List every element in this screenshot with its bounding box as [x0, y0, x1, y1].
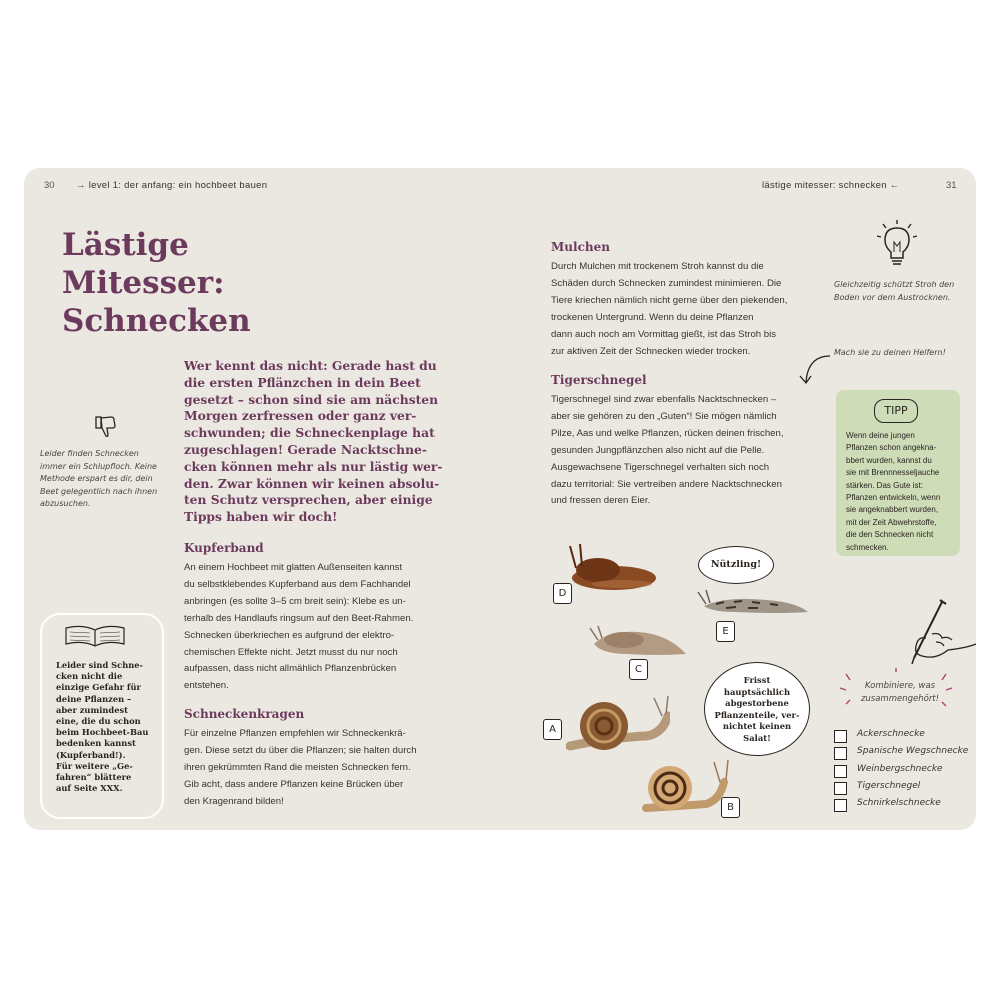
text-line: dazu territorial: Sie vertreiben andere Nacktschnecken: [551, 478, 782, 490]
text-line: gesunden Jungpflänzchen also nicht auf die Pelle.: [551, 444, 765, 456]
text-line: ihren gekrümmten Rand die meisten Schnecken fern.: [184, 761, 411, 773]
tip-label: TIPP: [874, 399, 918, 423]
lead-line: cken können mehr als nur lästig wer-: [184, 458, 443, 474]
slug-photo-d: [562, 540, 658, 594]
letter-label-e: E: [716, 621, 735, 642]
letter-label-c: C: [629, 659, 648, 680]
lead-line: schwunden; die Schneckenplage hat: [184, 425, 435, 441]
text-line: Gib acht, dass andere Pflanzen keine Brücken über: [184, 778, 404, 790]
lead-line: zugeschlagen! Gerade Nacktschne-: [184, 441, 427, 457]
bubble-line: Salat!: [743, 732, 771, 743]
quiz-checkbox[interactable]: [834, 747, 847, 760]
lead-line: den. Zwar können wir keinen absolu-: [184, 475, 440, 491]
text-line: terhalb des Handlaufs ringsum auf den Beet-Rahmen.: [184, 612, 414, 624]
heading-kupferband: Kupferband: [184, 541, 264, 555]
quiz-option-label: Spanische Wegschnecke: [857, 746, 969, 756]
side-note-right-mid: Mach sie zu deinen Helfern!: [834, 348, 946, 357]
heading-tigerschnegel: Tigerschnegel: [551, 373, 647, 387]
text-line: sie angeknabbert wurden,: [846, 505, 939, 515]
kupferband-text: [184, 560, 454, 695]
page-title: [62, 226, 322, 340]
note-line: Methode erspart es dir, dein: [40, 474, 153, 483]
lead-line: die ersten Pflänzchen in dein Beet: [184, 374, 421, 390]
side-note-right-top: [834, 279, 974, 304]
bubble-line: nichtet keinen: [722, 721, 792, 732]
text-line: Für einzelne Pflanzen empfehlen wir Schneckenkrä-: [184, 728, 406, 739]
quiz-option-label: Ackerschnecke: [857, 729, 925, 739]
bubble-line: abgestorbene: [725, 698, 789, 709]
text-line: aber sie gehören zu den „Guten“! Sie mögen nämlich: [551, 410, 777, 422]
text-line: deine Pflanzen –: [56, 693, 132, 704]
letter-label-d: D: [553, 583, 572, 604]
page-number-left: 30: [44, 180, 55, 191]
side-note-left: [40, 448, 170, 511]
text-line: sie mit Brennnesseljauche: [846, 468, 940, 478]
text-line: bbert wurden, kannst du: [846, 455, 932, 465]
text-line: du selbstklebendes Kupferband aus dem Fachhandel: [184, 578, 411, 590]
page-number-right: 31: [946, 180, 957, 191]
text-line: Leider sind Schne-: [56, 660, 143, 670]
note-line: Gleichzeitig schützt Stroh den: [834, 280, 955, 289]
speech-bubble-nuetzling: Nützling!: [698, 546, 774, 584]
quiz-option-label: Schnirkelschnecke: [857, 798, 941, 808]
tigerschnegel-text: [551, 392, 821, 510]
snail-photo-b: [640, 756, 732, 816]
lead-line: Tipps haben wir doch!: [184, 509, 338, 525]
lead-line: Morgen zerfressen oder ganz ver-: [184, 408, 417, 424]
text-line: An einem Hochbeet mit glatten Außenseiten kannst: [184, 562, 403, 573]
text-line: bedenken kannst: [56, 738, 136, 749]
lead-paragraph: [184, 358, 446, 526]
heading-schneckenkragen: Schneckenkragen: [184, 707, 305, 721]
title-line-2: Schnecken: [62, 303, 251, 339]
text-line: aufpassen, dass nicht allmählich Pflanzenbrücken: [184, 663, 397, 675]
tip-text: [846, 430, 952, 554]
text-line: eine, die du schon: [56, 716, 141, 727]
text-line: Für weitere „Ge-: [56, 760, 133, 771]
text-line: Ausgewachsene Tigerschnegel verhalten sich noch: [551, 461, 770, 473]
book-reference-text: [56, 660, 150, 794]
quiz-title: [855, 680, 945, 705]
lead-line: ten Schutz versprechen, aber einige: [184, 492, 433, 508]
title-line-1: Lästige Mitesser:: [62, 227, 225, 301]
text-line: mit der Zeit Abwehrstoffe,: [846, 517, 937, 527]
text-line: und fressen deren Eier.: [551, 495, 651, 507]
text-line: cken nicht die: [56, 671, 123, 682]
running-head-right: lästige mitesser: schnecken ←: [762, 180, 900, 191]
bubble-line: hauptsächlich: [723, 686, 791, 697]
text-line: beim Hochbeet-Bau: [56, 727, 149, 738]
text-line: Wenn deine jungen: [846, 431, 915, 440]
schneckenkragen-text: [184, 726, 454, 811]
note-line: immer ein Schlupfloch. Keine: [40, 461, 157, 471]
open-book-icon: [62, 624, 128, 648]
speech-bubble-frisst: [704, 662, 810, 756]
text-line: Durch Mulchen mit trockenem Stroh kannst du die: [551, 261, 764, 272]
text-line: (Kupferband!).: [56, 749, 126, 760]
snail-photo-a: [566, 696, 670, 754]
text-line: zur aktiven Zeit der Schnecken wieder trocken.: [551, 345, 751, 357]
curved-arrow-icon: [794, 352, 834, 388]
quiz-option-label: Tigerschnegel: [857, 781, 921, 791]
text-line: den Kragenrand bilden!: [184, 795, 284, 807]
text-line: fahren“ blättere: [56, 772, 132, 783]
text-line: auf Seite XXX.: [56, 783, 123, 794]
text-line: chemischen Effekte nicht. Jetzt musst du nur noch: [184, 646, 398, 658]
quiz-checkbox[interactable]: [834, 782, 847, 795]
text-line: gen. Diese setzt du über die Pflanzen; sie halten durch: [184, 744, 417, 756]
running-head-left: → level 1: der anfang: ein hochbeet bauen: [76, 180, 268, 191]
mulchen-text: [551, 259, 821, 360]
lead-line: Wer kennt das nicht: Gerade hast du: [184, 358, 437, 373]
text-line: Schnecken überkriechen es aufgrund der elektro-: [184, 629, 395, 641]
text-line: entstehen.: [184, 680, 229, 692]
text-line: aber zumindest: [56, 704, 129, 715]
hand-with-pen-icon: [896, 598, 978, 668]
text-line: Schäden durch Schnecken zumindest minimieren. Die: [551, 277, 782, 289]
slug-photo-c: [588, 622, 690, 662]
text-line: anbringen (es sollte 3–5 cm breit sein): Klebe es un-: [184, 595, 406, 607]
quiz-title-line: zusammengehört!: [860, 693, 940, 704]
text-line: die den Schnecken nicht: [846, 530, 934, 540]
note-line: Leider finden Schnecken: [40, 449, 139, 458]
text-line: Tigerschnegel sind zwar ebenfalls Nacktschnecken –: [551, 394, 777, 405]
heading-mulchen: Mulchen: [551, 240, 610, 254]
letter-label-a: A: [543, 719, 562, 740]
lead-line: gesetzt – schon sind sie am nächsten: [184, 391, 439, 407]
light-bulb-icon: [877, 220, 917, 270]
quiz-option-label: Weinbergschnecke: [857, 764, 943, 774]
quiz-checkbox[interactable]: [834, 765, 847, 778]
slug-photo-e: [696, 588, 810, 618]
text-line: Pflanzen schon angekna-: [846, 443, 937, 453]
text-line: dann auch noch am Vormittag gießt, ist das Stroh bis: [551, 328, 777, 340]
note-line: abzusuchen.: [40, 499, 91, 508]
text-line: schmecken.: [846, 542, 889, 552]
bubble-line: Frisst: [743, 675, 771, 685]
note-line: Beet gelegentlich nach ihnen: [40, 486, 158, 496]
quiz-checkbox[interactable]: [834, 730, 847, 743]
quiz-title-line: Kombiniere, was: [864, 681, 936, 691]
text-line: Pflanzen entwickeln, wenn: [846, 493, 941, 503]
quiz-checkbox[interactable]: [834, 799, 847, 812]
text-line: stärken. Das Gute ist:: [846, 480, 923, 490]
text-line: trockenen Untergrund. Wenn du deine Pflanzen: [551, 311, 754, 323]
thumbs-down-icon: [94, 414, 118, 440]
text-line: einzige Gefahr für: [56, 682, 141, 693]
bubble-line: Pflanzenteile, ver-: [714, 709, 800, 720]
text-line: Pilze, Aas und welke Pflanzen, rücken deinen frischen,: [551, 427, 784, 439]
text-line: Tiere kriechen nämlich nicht gerne über den piekenden,: [551, 294, 788, 306]
letter-label-b: B: [721, 797, 740, 818]
note-line: Boden vor dem Austrocknen.: [834, 292, 951, 302]
